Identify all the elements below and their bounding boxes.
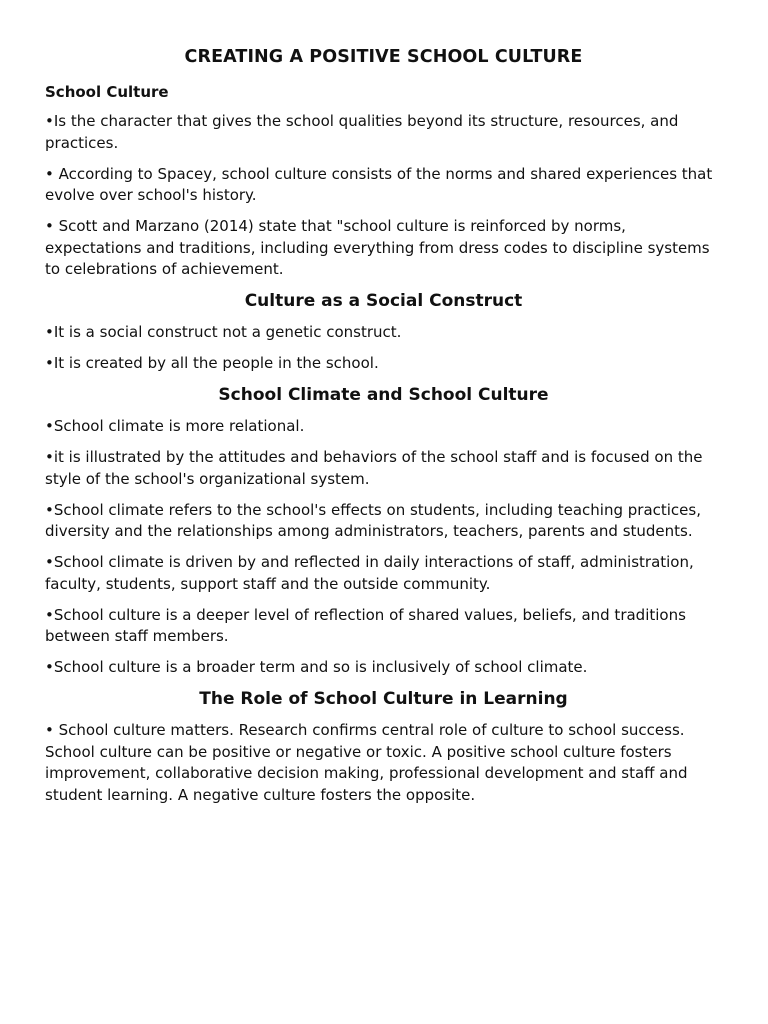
section-school-culture <box>45 82 722 281</box>
bullet-paragraph: •it is illustrated by the attitudes and behaviors of the school staff and is focused on the style of the school's organizational system. <box>45 448 703 488</box>
bullet-paragraph: •School climate refers to the school's effects on students, including teaching practices, diversity and the relationships among administrators, teachers, parents and students. <box>45 500 701 540</box>
bullet-paragraph: • School culture matters. Research confirms central role of culture to school success. School culture can be positive or negative or toxic. A positive school culture fosters improvement, collaborative decision making, professional development and staff and student learning. A negative culture fosters the opposite. <box>45 721 688 804</box>
bullet-paragraph: •It is created by all the people in the school. <box>45 354 379 372</box>
bullet-paragraph: • Scott and Marzano (2014) state that "school culture is reinforced by norms, expectations and traditions, including everything from dress codes to discipline systems to celebrations of achievement. <box>45 217 710 278</box>
bullet-paragraph: • According to Spacey, school culture consists of the norms and shared experiences that evolve over school's history. <box>45 164 713 204</box>
bullet-paragraph: •It is a social construct not a genetic construct. <box>45 323 402 341</box>
bullet-paragraph: •School climate is more relational. <box>45 417 305 435</box>
section-heading: The Role of School Culture in Learning <box>199 689 568 709</box>
bullet-paragraph: •School climate is driven by and reflected in daily interactions of staff, administration, faculty, students, support staff and the outside community. <box>45 553 694 593</box>
document-title: CREATING A POSITIVE SCHOOL CULTURE <box>184 47 583 67</box>
section-social-construct <box>45 290 722 375</box>
bullet-paragraph: •School culture is a broader term and so is inclusively of school climate. <box>45 658 588 676</box>
section-heading: Culture as a Social Construct <box>244 291 523 311</box>
section-role-in-learning <box>45 688 722 806</box>
bullet-paragraph: •Is the character that gives the school qualities beyond its structure, resources, and practices. <box>45 112 679 152</box>
section-heading: School Climate and School Culture <box>218 385 549 405</box>
section-climate-and-culture <box>45 384 722 679</box>
bullet-paragraph: •School culture is a deeper level of reflection of shared values, beliefs, and traditions between staff members. <box>45 605 686 645</box>
section-heading: School Culture <box>45 83 169 101</box>
